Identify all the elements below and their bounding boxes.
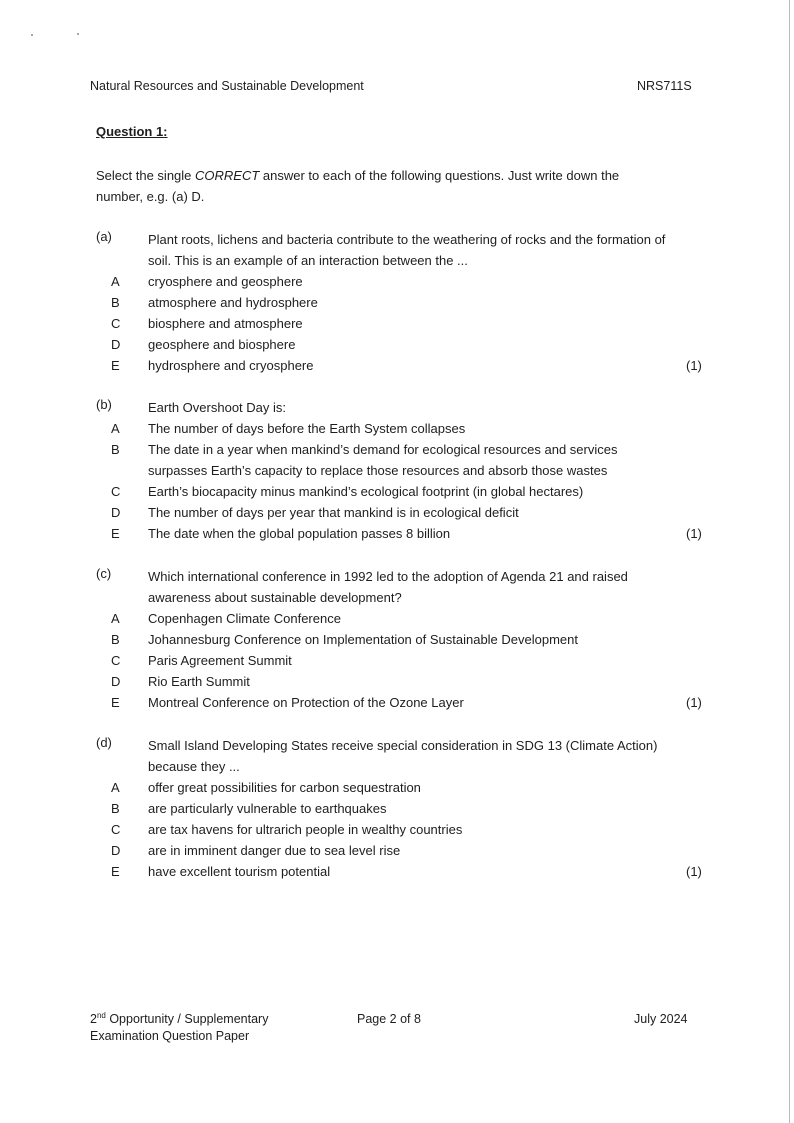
- option: [0, 608, 794, 629]
- option-letter: C: [111, 653, 121, 668]
- footer-exam-info: [90, 1011, 268, 1045]
- option-text: geosphere and biosphere: [148, 337, 296, 352]
- exam-date: July 2024: [634, 1012, 688, 1026]
- item-stem: Plant roots, lichens and bacteria contribute to the weathering of rocks and the formation of soil. This is an example of an interaction between the ...: [148, 232, 666, 268]
- option-letter: A: [111, 274, 120, 289]
- item-label: (b): [96, 397, 112, 412]
- course-code: NRS711S: [637, 79, 692, 93]
- item-stem: Small Island Developing States receive special consideration in SDG 13 (Climate Action) because they ...: [148, 738, 658, 774]
- option: [0, 692, 794, 713]
- option-letter: A: [111, 421, 120, 436]
- opportunity-ordinal: nd: [96, 1011, 106, 1020]
- opportunity-number: 2: [90, 1012, 97, 1026]
- marks: (1): [686, 864, 702, 879]
- option: [0, 840, 794, 861]
- option-letter: D: [111, 674, 121, 689]
- option-text: biosphere and atmosphere: [148, 316, 303, 331]
- option-text: cryosphere and geosphere: [148, 274, 303, 289]
- option-letter: E: [111, 358, 120, 373]
- option: [0, 334, 794, 355]
- option-letter: C: [111, 316, 121, 331]
- option-text: The date when the global population passes 8 billion: [148, 526, 451, 541]
- scan-edge: [789, 0, 790, 1123]
- option-text: Paris Agreement Summit: [148, 653, 292, 668]
- course-title: Natural Resources and Sustainable Development: [90, 79, 364, 93]
- page-number: Page 2 of 8: [357, 1012, 421, 1026]
- item-label: (d): [96, 735, 112, 750]
- footer-paper: Examination Question Paper: [90, 1029, 250, 1043]
- option-letter: C: [111, 484, 121, 499]
- option-letter: C: [111, 822, 121, 837]
- option: [0, 671, 794, 692]
- instructions: [96, 165, 656, 207]
- option-list: [0, 777, 794, 882]
- option-text: have excellent tourism potential: [148, 864, 331, 879]
- option-letter: B: [111, 295, 120, 310]
- option: [0, 355, 794, 376]
- option: [0, 819, 794, 840]
- option: [0, 798, 794, 819]
- option: [0, 481, 794, 502]
- option-letter: A: [111, 780, 120, 795]
- option-letter: E: [111, 864, 120, 879]
- option: [0, 523, 794, 544]
- option-letter: D: [111, 843, 121, 858]
- option-text: are tax havens for ultrarich people in wealthy countries: [148, 822, 463, 837]
- option-text: Johannesburg Conference on Implementation of Sustainable Development: [148, 632, 578, 647]
- option-list: [0, 608, 794, 713]
- option-text: hydrosphere and cryosphere: [148, 358, 314, 373]
- option-text: are in imminent danger due to sea level rise: [148, 843, 401, 858]
- scan-speck: [31, 34, 33, 36]
- option-text: Earth’s biocapacity minus mankind’s ecological footprint (in global hectares): [148, 484, 584, 499]
- option-list: [0, 418, 794, 544]
- item-stem: Earth Overshoot Day is:: [148, 400, 286, 415]
- opportunity-text: Opportunity / Supplementary: [105, 1012, 269, 1026]
- instruction-prefix: Select the single: [96, 168, 196, 183]
- instruction-suffix: answer to each of the following questions. Just write down the number, e.g. (a) D.: [96, 168, 620, 204]
- option-text: Rio Earth Summit: [148, 674, 250, 689]
- marks: (1): [686, 358, 702, 373]
- option-letter: B: [111, 801, 120, 816]
- option: [0, 650, 794, 671]
- option-text: offer great possibilities for carbon sequestration: [148, 780, 421, 795]
- option: [0, 861, 794, 882]
- option-text: atmosphere and hydrosphere: [148, 295, 318, 310]
- option-letter: A: [111, 611, 120, 626]
- item-stem: Which international conference in 1992 led to the adoption of Agenda 21 and raised awareness about sustainable development?: [148, 569, 628, 605]
- option-letter: E: [111, 695, 120, 710]
- scan-speck: [77, 33, 79, 35]
- option-text: The number of days before the Earth System collapses: [148, 421, 466, 436]
- instruction-emphasis: CORRECT: [195, 168, 260, 183]
- option-text: Montreal Conference on Protection of the Ozone Layer: [148, 695, 464, 710]
- option-letter: D: [111, 337, 121, 352]
- question-title: Question 1:: [96, 124, 168, 139]
- option-text: The number of days per year that mankind is in ecological deficit: [148, 505, 519, 520]
- marks: (1): [686, 526, 702, 541]
- option-letter: D: [111, 505, 121, 520]
- marks: (1): [686, 695, 702, 710]
- option: [0, 271, 794, 292]
- option-letter: B: [111, 632, 120, 647]
- option-list: [0, 271, 794, 376]
- item-label: (c): [96, 566, 112, 581]
- option: [0, 439, 794, 481]
- footer-opportunity: [90, 1011, 268, 1028]
- option: [0, 313, 794, 334]
- option-text: Copenhagen Climate Conference: [148, 611, 341, 626]
- option-text: are particularly vulnerable to earthquakes: [148, 801, 387, 816]
- option: [0, 292, 794, 313]
- option-text: The date in a year when mankind’s demand for ecological resources and services surpasses Earth’s capacity to replace those resources and absorb those wastes: [148, 442, 618, 478]
- item-label: (a): [96, 229, 112, 244]
- option-letter: B: [111, 442, 120, 457]
- option-letter: E: [111, 526, 120, 541]
- option: [0, 777, 794, 798]
- option: [0, 629, 794, 650]
- option: [0, 502, 794, 523]
- option: [0, 418, 794, 439]
